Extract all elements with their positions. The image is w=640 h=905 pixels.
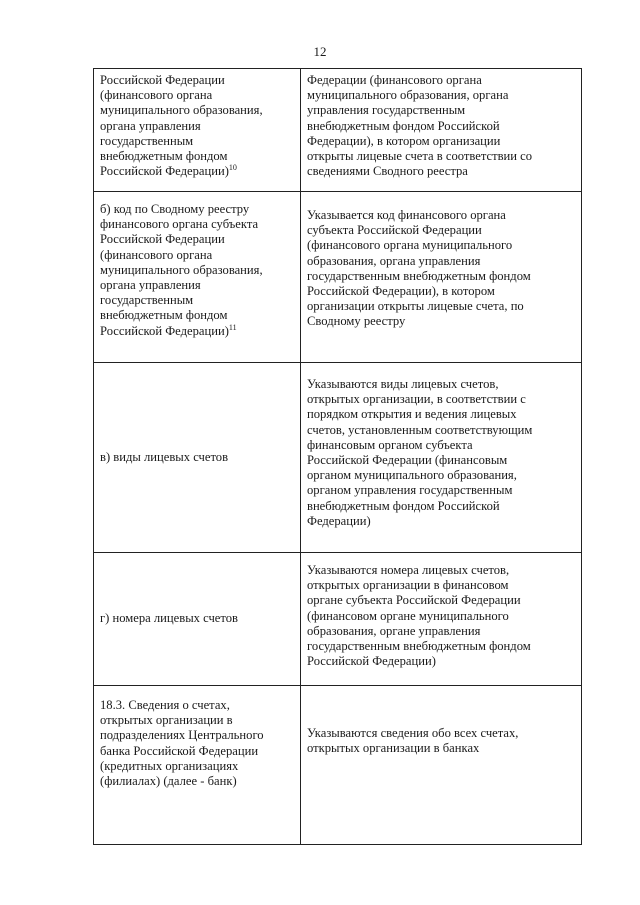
cell-text: Указываются сведения обо всех счетах, открытых организации в банках <box>307 726 519 756</box>
table-cell-description <box>301 69 582 192</box>
cell-text: б) код по Сводному реестру финансового органа субъекта Российской Федерации (финансового органа муниципального образования, органа управления государственным внебюджетным фондом Российской Федерации) <box>100 202 263 338</box>
table-row <box>94 686 582 845</box>
table-cell-description <box>301 686 582 845</box>
cell-text: Российской Федерации (финансового органа муниципального образования, органа управления государственным внебюджетным фондом Российской Федерации) <box>100 73 263 179</box>
table-row <box>94 192 582 363</box>
table-cell-field <box>94 553 301 686</box>
table-row <box>94 553 582 686</box>
cell-text: Указываются номера лицевых счетов, открытых организации в финансовом органе субъекта Российской Федерации (финансовом органе муниципального образования, органе управления государственным внебюджетным фондом Российской Федерации) <box>307 563 531 669</box>
page-number: 12 <box>313 44 327 59</box>
table-cell-field <box>94 363 301 553</box>
cell-text: г) номера лицевых счетов <box>100 611 238 626</box>
table-cell-description <box>301 363 582 553</box>
footnote-marker: 11 <box>228 322 237 332</box>
table-row <box>94 69 582 192</box>
document-table <box>93 68 582 845</box>
table-cell-field <box>94 686 301 845</box>
table-cell-description <box>301 192 582 363</box>
footnote-marker: 10 <box>228 163 237 173</box>
cell-text: в) виды лицевых счетов <box>100 449 229 464</box>
cell-text: Федерации (финансового органа муниципального образования, органа управления государственным внебюджетным фондом Российской Федерации), в котором организации открыты лицевые счета в соответствии со сведениями Сводного реестра <box>307 73 533 179</box>
cell-text: Указывается код финансового органа субъекта Российской Федерации (финансового органа муниципального образования, органа управления государственным внебюджетным фондом Российской Федерации), в котором организации открыты лицевые счета, по Сводному реестру <box>307 208 531 329</box>
table-cell-field <box>94 69 301 192</box>
cell-text: 18.3. Сведения о счетах, открытых организации в подразделениях Центрального банка Российской Федерации (кредитных организациях (филиалах) (далее - банк) <box>100 698 264 789</box>
cell-text: Указываются виды лицевых счетов, открытых организации, в соответствии с порядком открытия и ведения лицевых счетов, установленным соответствующим финансовым органом субъекта Российской Федерации (финансовым органом муниципального образования, органом управления государственным внебюджетным фондом Российской Федерации) <box>307 377 533 528</box>
table-cell-field <box>94 192 301 363</box>
table-row <box>94 363 582 553</box>
table-cell-description <box>301 553 582 686</box>
